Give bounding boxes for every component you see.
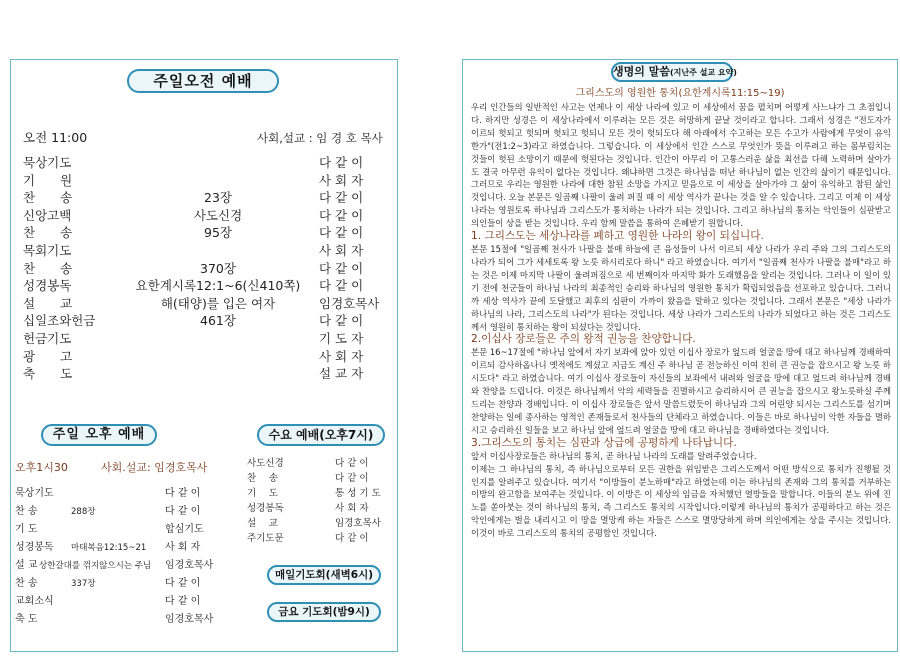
- order-item-name: 성경봉독: [15, 542, 54, 553]
- morning-preacher: 사회,설교 : 임 경 호 목사: [257, 131, 383, 145]
- order-item-name: 기 도: [247, 488, 278, 499]
- order-item-name: 찬 송: [247, 473, 278, 484]
- morning-time: 오전 11:00: [23, 130, 88, 145]
- order-item-detail: 상한갈대를 꺾지않으시는 주님: [39, 561, 152, 571]
- order-item-person: 다 같 이: [319, 155, 364, 170]
- sermon-title-main: 생명의 말씀: [613, 65, 670, 78]
- order-item-name: 교회소식: [15, 596, 54, 607]
- order-item-person: 다 같 이: [319, 207, 364, 223]
- order-item-name: 묵상기도: [15, 488, 54, 499]
- afternoon-time: 오후1시30: [15, 461, 68, 474]
- order-item-detail: 370장: [200, 260, 236, 276]
- afternoon-service-title: 주일 오후 예배: [41, 424, 157, 446]
- order-item-person: 임경호목사: [319, 295, 380, 311]
- morning-order-row: [23, 261, 389, 277]
- order-item-person: 합심기도: [165, 524, 204, 535]
- sermon-title: [611, 62, 737, 82]
- order-item-name: 광 고: [23, 348, 73, 364]
- wednesday-order-row: [247, 471, 387, 487]
- sermon-paragraph: 본문 16~17절에 "하나님 앞에서 자기 보좌에 앉아 있던 이십사 장로가 엎드려 얼굴을 땅에 대고 하나님께 경배하여 이르되 감사하옵나니 옛적에도 계셨고 지금도 계신 주 하나님 곧 전능하신 이여 친히 큰 권능을 잡으시고 왕 노릇 하시도다" 라고 하였습니다. 여기 이십사 장로들이 자신들의 보좌에서 내려와 얼굴을 땅에 대고 엎드려 하나님께 경배와 찬양을 드립니다. 이것은 하나님께서 악의 세력들을 진멸하시고 승리하시어 큰 권능을 잡으시고 왕노릇하실 주께 드리는 찬양과 경배입니다. 이 이십사 장로들은 앞서 말씀드렸듯이 하나님과 그의 어린양 되시는 그리스도를 섬기며 찬양하는 일에 종사하는 영적인 존재들로서 천사들의 단체라고 하였습니다. 이들은 바로 하나님이 악한 자들을 멸하시고 승리하신 일들을 보고 하나님 앞에 엎드려 얼굴을 땅에 대고 하나님을 경배하였다는 것입니다.: [471, 347, 891, 435]
- order-item-detail: 337장: [71, 579, 96, 589]
- afternoon-order-row: [15, 540, 245, 556]
- order-item-person: 다 같 이: [335, 458, 369, 469]
- order-item-person: 사 회 자: [319, 243, 364, 258]
- morning-order-row: [23, 366, 389, 382]
- morning-order-row: [23, 243, 389, 259]
- sermon-point-heading: 1. 그리스도는 세상나라를 폐하고 영원한 나라의 왕이 되십니다.: [471, 230, 764, 243]
- order-item-detail: 23장: [204, 190, 232, 206]
- morning-order-row: [23, 173, 389, 189]
- order-item-person: 사 회 자: [319, 172, 364, 188]
- order-item-person: 다 같 이: [319, 260, 364, 276]
- order-item-person: 사 회 자: [335, 503, 369, 514]
- order-item-name: 찬 송: [23, 190, 73, 206]
- order-item-name: 축 도: [15, 614, 38, 625]
- order-item-person: 사 회 자: [165, 542, 201, 553]
- order-item-person: 다 같 이: [335, 533, 369, 544]
- order-item-detail: 461장: [200, 313, 236, 329]
- friday-prayer-badge: 금요 기도회(밤9시): [267, 602, 381, 622]
- morning-service-title: 주일오전 예배: [127, 69, 279, 93]
- order-item-name: 기 도: [15, 524, 38, 535]
- wednesday-order-row: [247, 531, 387, 547]
- afternoon-order-row: [15, 504, 245, 520]
- order-item-name: 찬 송: [15, 506, 38, 517]
- afternoon-order-row: [15, 486, 245, 502]
- order-item-name: 십일조와헌금: [23, 313, 96, 329]
- order-item-name: 기 원: [23, 172, 73, 188]
- order-item-detail: 해(태양)를 입은 여자: [160, 295, 276, 311]
- sermon-paragraph: 앞서 이십사장로들은 하나님의 통치, 곧 하나님 나라의 도래를 알려주었습니다.: [471, 450, 757, 461]
- sermon-title-sub: (지난주 설교 요약): [669, 68, 737, 77]
- afternoon-order-row: [15, 558, 245, 574]
- order-item-person: 다 같 이: [165, 488, 201, 499]
- order-item-detail: 마태복음12:15~21: [71, 543, 147, 553]
- morning-order-row: [23, 190, 389, 206]
- order-item-person: 통 성 기 도: [335, 488, 381, 499]
- order-item-name: 설 교: [23, 295, 73, 311]
- afternoon-order-row: [15, 612, 245, 628]
- sermon-paragraph: 본문 15절에 "일곱째 천사가 나팔을 불매 하늘에 큰 음성들이 나서 이르되 세상 나라가 우리 주와 그의 그리스도의 나라가 되어 그가 세세토록 왕 노릇 하시리로다 하니" 라고 하였습니다. 여기서 "일곱째 천사가 나팔을 불매"라고 하는 것은 이제 마지막 나팔이 울려퍼짐으로 세 번째이자 마지막 화가 도래했음을 알리는 것입니다. 그러나 이 일이 있기 전에 천군들이 하나님 나라의 최종적인 승리와 하나님의 영원한 통치가 확립되었음을 선포하고 있습니다. 그러니까 세상 역사가 끝에 도달했고 최후의 심판이 가까이 왔음을 말하고 있다는 것입니다. 그래서 본문은 "세상 나라가 하나님의 나라, 그리스도의 나라"가 된다는 것입니다. 세상 나라가 그리스도의 나라가 되었다고 하는 것은 그리스도께서 영원히 통치하는 왕이 되셨다는 것입니다.: [471, 244, 891, 332]
- order-item-name: 목회기도: [23, 243, 72, 258]
- afternoon-order-row: [15, 576, 245, 592]
- order-item-detail: 사도신경: [193, 207, 243, 223]
- order-item-name: 성경봉독: [23, 278, 72, 294]
- order-item-person: 사 회 자: [319, 348, 364, 364]
- order-item-person: 다 같 이: [165, 596, 201, 607]
- order-item-person: 설 교 자: [319, 366, 364, 382]
- order-item-person: 다 같 이: [335, 473, 369, 484]
- order-item-name: 헌금기도: [23, 331, 72, 346]
- order-item-name: 사도신경: [247, 458, 284, 469]
- wednesday-order-row: [247, 501, 387, 517]
- afternoon-preacher: 사회.설교: 임경호목사: [101, 461, 208, 474]
- order-item-name: 묵상기도: [23, 155, 72, 170]
- sermon-subtitle: 그리스도의 영원한 통치(요한계시록11:15~19): [575, 88, 785, 99]
- order-item-person: 다 같 이: [165, 506, 201, 517]
- order-item-person: 다 같 이: [319, 225, 364, 241]
- afternoon-order-row: [15, 522, 245, 538]
- morning-order-row: [23, 278, 389, 294]
- sermon-body: [471, 101, 891, 540]
- morning-order-row: [23, 331, 389, 347]
- order-item-name: 설 교: [15, 560, 38, 571]
- morning-order-row: [23, 313, 389, 329]
- sermon-summary-panel: [462, 59, 898, 652]
- worship-order-panel: [10, 59, 398, 652]
- afternoon-order-row: [15, 594, 245, 610]
- wednesday-service-title: 수요 예배(오후7시): [257, 424, 385, 446]
- order-item-name: 축 도: [23, 366, 73, 382]
- order-item-person: 임경호목사: [165, 560, 214, 571]
- order-item-person: 다 같 이: [319, 278, 364, 294]
- order-item-name: 찬 송: [23, 260, 73, 276]
- order-item-person: 다 같 이: [319, 190, 364, 206]
- morning-order-row: [23, 208, 389, 224]
- order-item-name: 성경봉독: [247, 503, 284, 514]
- morning-order-row: [23, 225, 389, 241]
- order-item-person: 임경호목사: [335, 518, 381, 529]
- order-item-name: 주기도문: [247, 533, 284, 544]
- order-item-detail: 288장: [71, 507, 96, 517]
- order-item-person: 다 같 이: [165, 578, 201, 589]
- order-item-detail: 95장: [204, 225, 232, 241]
- order-item-person: 기 도 자: [319, 331, 364, 346]
- order-item-person: 임경호목사: [165, 614, 214, 625]
- order-item-name: 신앙고백: [23, 207, 72, 223]
- order-item-name: 찬 송: [15, 578, 38, 589]
- order-item-name: 설 교: [247, 518, 278, 529]
- sermon-point-heading: 2.이십사 장로들은 주의 왕적 권능을 찬양합니다.: [471, 333, 696, 346]
- order-item-detail: 요한계시록12:1~6(신410쪽): [135, 278, 301, 294]
- wednesday-order-row: [247, 456, 387, 472]
- sermon-point-heading: 3.그리스도의 통치는 심판과 상급에 공평하게 나타납니다.: [471, 436, 737, 449]
- morning-order-row: [23, 155, 389, 171]
- morning-order-row: [23, 349, 389, 365]
- sermon-paragraph: 이제는 그 하나님의 통치, 즉 하나님으로부터 모든 권한을 위임받은 그리스도께서 어떤 방식으로 통치가 진행될 것인지를 알려주고 있습니다. 여기서 "이방들이 분노하매"라고 하였는데 이는 하나님의 존재와 그의 통치를 거부하는 이방의 완고함을 보여주는 것입니다. 이 이방은 이 세상의 임금을 자처했던 열방들을 말합니다. 이들의 분노 위에 진노를 쏟아붓는 것이 하나님의 통치, 즉 그리스도 통치의 시작입니다.이렇게 하나님의 통치가 공평하다고 하는 것은 악인에게는 벌을 내리시고 이 땅을 멸망케 하는 자들은 스스로 멸망당하게 하며 의인에게는 상을 주시는 것입니다. 이것이 바로 그리스도의 통치의 공평함인 것입니다.: [471, 463, 891, 539]
- sermon-paragraph: 우리 인간들의 일반적인 사고는 언제나 이 세상 나라에 있고 이 세상에서 꿈을 펼치며 어떻게 사느냐가 그 초점입니다. 하지만 성경은 이 세상나라에서 이루려는 모든 것은 허망하게 끝날 것이라고 합니다. 그래서 성경은 "전도자가 이르되 헛되고 헛되며 헛되고 헛되니 모든 것이 헛되도다 해 아래에서 수고하는 모든 수고가 사람에게 무엇이 유익한가"(전1:2~3)라고 하였습니다. 그렇습니다. 이 세상에서 인간 스스로 무엇인가 뜻을 이루려고 하는 몸부림치는 것들이 헛된 소망이기 때문에 헛된다는 것입니다. 인간이 아무리 이 고통스러운 삶을 최선을 다해 노력하며 살아가도 결국 아무런 유익이 없다는 것입니다. 왜냐하면 그것은 하나님을 떠난 하나님이 없는 인간의 삶이기 때문입니다. 그러므로 우리는 영원한 나라에 대한 참된 소망을 가지고 믿음으로 이 세상을 살아가야 그 삶이 유익하고 참된 삶인 것입니다. 오늘 본문은 일곱째 나팔이 울려 퍼질 때 이 세상 역사가 끝나는 것을 알 수 있습니다. 그리고 이제 이 세상 나라는 영원토록 하나님과 그리스도가 통치하는 나라가 되는 것입니다. 그리고 하나님의 통치는 악인들이 심판받고 의인들이 상을 받는 것입니다. 우리 함께 말씀을 통하여 은혜받기 원합니다.: [471, 102, 891, 229]
- morning-order-row: [23, 296, 389, 312]
- order-item-name: 찬 송: [23, 225, 73, 241]
- order-item-person: 다 같 이: [319, 313, 364, 329]
- daily-prayer-badge: 매일기도회(새벽6시): [267, 565, 381, 585]
- wednesday-order-row: [247, 516, 387, 532]
- wednesday-order-row: [247, 486, 387, 502]
